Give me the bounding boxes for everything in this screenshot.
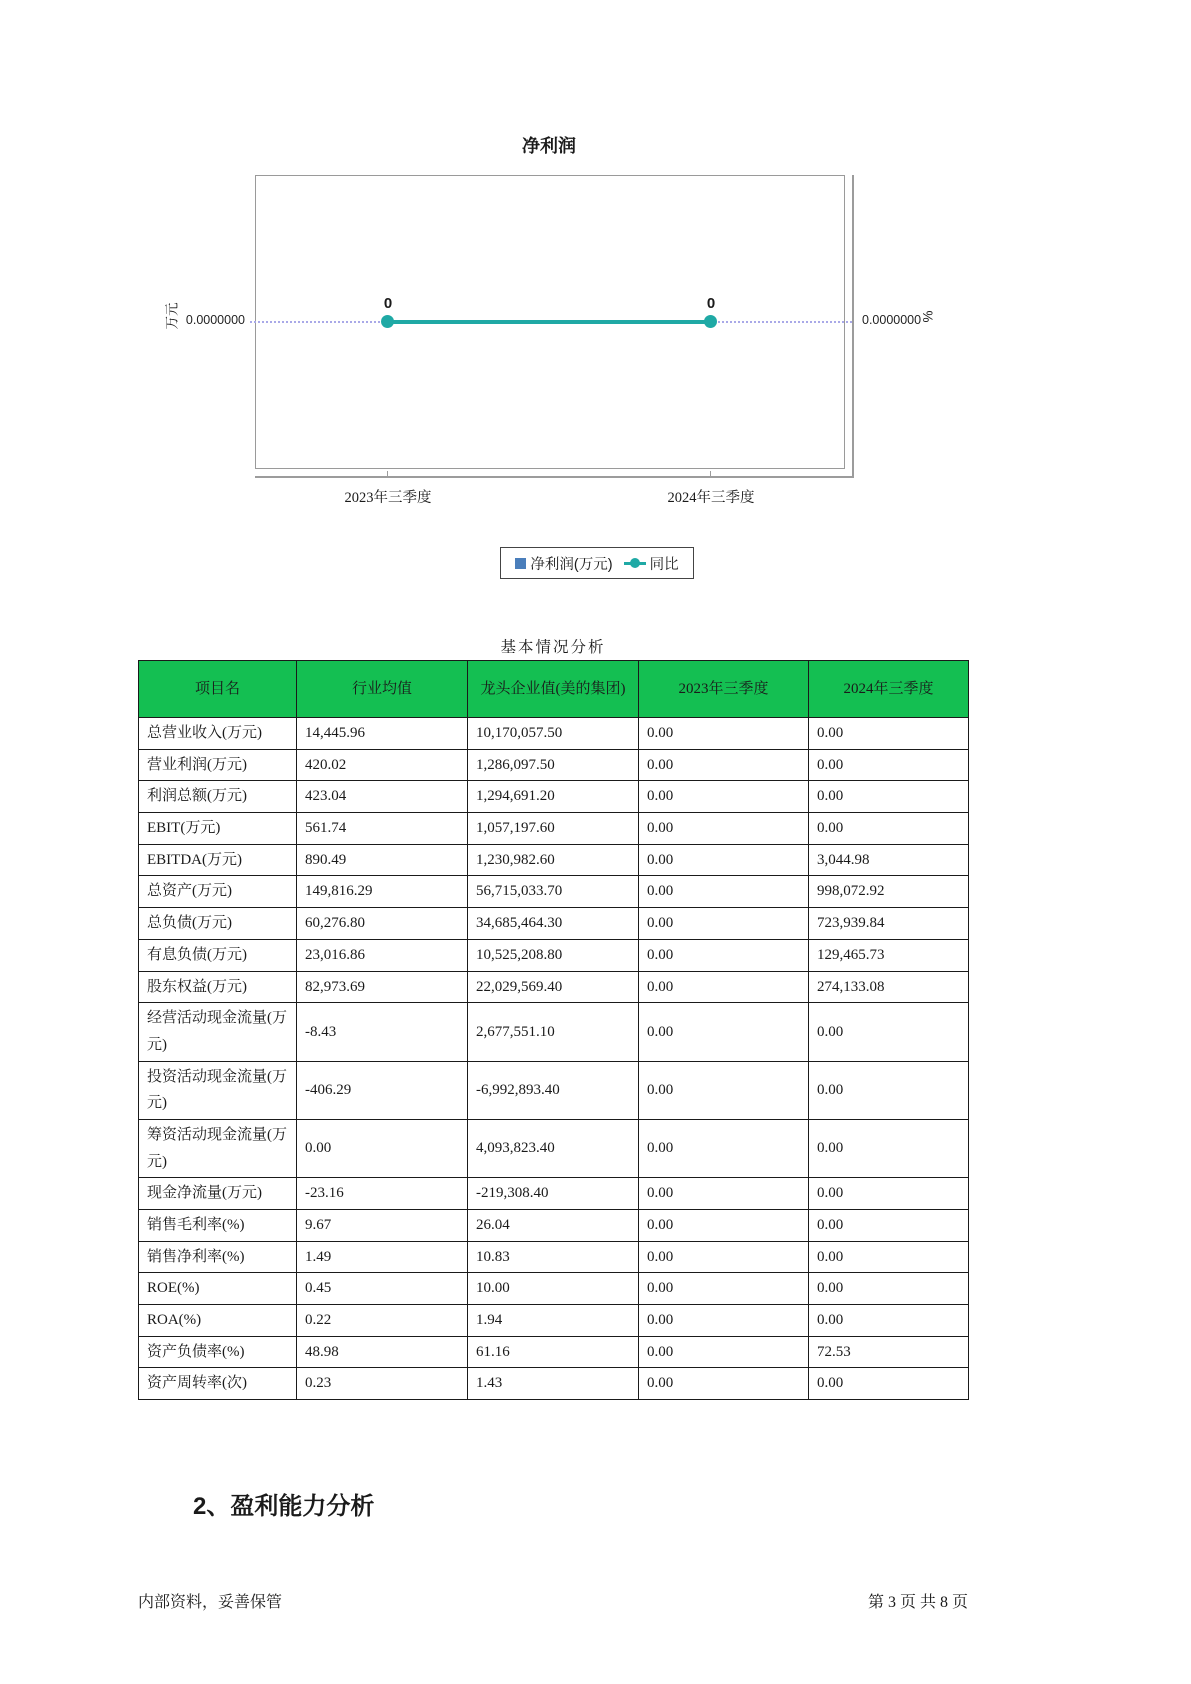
- row-value-cell: 0.00: [809, 1273, 969, 1305]
- row-label-cell: 资产周转率(次): [139, 1368, 297, 1400]
- row-value-cell: 0.00: [809, 749, 969, 781]
- table-row: [139, 718, 969, 750]
- row-value-cell: 723,939.84: [809, 908, 969, 940]
- row-value-cell: 34,685,464.30: [468, 908, 639, 940]
- y-tick-left: 0.0000000: [185, 313, 245, 327]
- legend-item-netprofit: [515, 553, 612, 574]
- table-header-row: [139, 661, 969, 718]
- row-value-cell: -23.16: [297, 1178, 468, 1210]
- row-label-cell: 销售净利率(%): [139, 1241, 297, 1273]
- row-value-cell: 0.00: [639, 1241, 809, 1273]
- row-value-cell: 0.00: [809, 813, 969, 845]
- y-tick-right: 0.0000000: [862, 313, 922, 327]
- row-label-cell: 总资产(万元): [139, 876, 297, 908]
- row-value-cell: 10,525,208.80: [468, 939, 639, 971]
- table-row: [139, 781, 969, 813]
- row-label-cell: 投资活动现金流量(万元): [139, 1061, 297, 1119]
- row-label-cell: 利润总额(万元): [139, 781, 297, 813]
- row-value-cell: 0.00: [639, 1178, 809, 1210]
- row-value-cell: 0.00: [639, 1305, 809, 1337]
- chart-title: 净利润: [522, 136, 576, 156]
- row-value-cell: 0.00: [809, 1061, 969, 1119]
- legend-square-icon: [515, 558, 526, 569]
- row-value-cell: 1.94: [468, 1305, 639, 1337]
- row-label-cell: EBIT(万元): [139, 813, 297, 845]
- row-value-cell: 10.00: [468, 1273, 639, 1305]
- column-header: 2024年三季度: [809, 661, 969, 718]
- row-value-cell: 0.00: [639, 876, 809, 908]
- data-point-label: 0: [383, 295, 393, 312]
- row-value-cell: 4,093,823.40: [468, 1119, 639, 1177]
- row-label-cell: ROA(%): [139, 1305, 297, 1337]
- row-value-cell: 26.04: [468, 1210, 639, 1242]
- table-row: [139, 1368, 969, 1400]
- row-value-cell: -8.43: [297, 1003, 468, 1061]
- table-row: [139, 939, 969, 971]
- legend-line-dot-icon: [624, 558, 646, 569]
- row-value-cell: 0.23: [297, 1368, 468, 1400]
- row-value-cell: 129,465.73: [809, 939, 969, 971]
- table-row: [139, 908, 969, 940]
- legend-label: 同比: [649, 556, 679, 573]
- row-value-cell: 14,445.96: [297, 718, 468, 750]
- footer-page-number: 第 3 页 共 8 页: [867, 1594, 968, 1611]
- column-header: 龙头企业值(美的集团): [468, 661, 639, 718]
- table-title: 基本情况分析: [500, 639, 606, 656]
- row-value-cell: 82,973.69: [297, 971, 468, 1003]
- row-label-cell: EBITDA(万元): [139, 844, 297, 876]
- row-value-cell: -406.29: [297, 1061, 468, 1119]
- row-value-cell: 0.00: [809, 1210, 969, 1242]
- x-tick-mark: [710, 471, 711, 477]
- data-point-label: 0: [706, 295, 716, 312]
- y-axis-label-left: 万元: [164, 302, 179, 330]
- row-value-cell: 0.00: [809, 1241, 969, 1273]
- right-axis-line: [852, 175, 854, 478]
- row-value-cell: 9.67: [297, 1210, 468, 1242]
- row-label-cell: 资产负债率(%): [139, 1336, 297, 1368]
- section-heading: 2、盈利能力分析: [193, 1493, 375, 1520]
- row-label-cell: 营业利润(万元): [139, 749, 297, 781]
- row-value-cell: 0.00: [639, 908, 809, 940]
- series-line-tongbi: [388, 320, 711, 324]
- row-value-cell: 22,029,569.40: [468, 971, 639, 1003]
- row-label-cell: 总负债(万元): [139, 908, 297, 940]
- row-value-cell: 10.83: [468, 1241, 639, 1273]
- row-value-cell: 149,816.29: [297, 876, 468, 908]
- row-value-cell: 0.00: [639, 749, 809, 781]
- table-row: [139, 1178, 969, 1210]
- row-value-cell: 0.00: [639, 844, 809, 876]
- row-value-cell: 1,294,691.20: [468, 781, 639, 813]
- row-label-cell: 有息负债(万元): [139, 939, 297, 971]
- row-value-cell: 998,072.92: [809, 876, 969, 908]
- row-value-cell: 0.00: [639, 1336, 809, 1368]
- row-value-cell: 0.00: [809, 1178, 969, 1210]
- row-value-cell: 61.16: [468, 1336, 639, 1368]
- legend-item-yoy: [624, 553, 679, 574]
- table-row: [139, 1305, 969, 1337]
- row-value-cell: 0.00: [639, 1368, 809, 1400]
- row-value-cell: 0.00: [297, 1119, 468, 1177]
- row-label-cell: 销售毛利率(%): [139, 1210, 297, 1242]
- column-header: 项目名: [139, 661, 297, 718]
- row-value-cell: 0.00: [639, 939, 809, 971]
- row-value-cell: 23,016.86: [297, 939, 468, 971]
- row-value-cell: 0.00: [639, 813, 809, 845]
- row-value-cell: 274,133.08: [809, 971, 969, 1003]
- row-value-cell: 56,715,033.70: [468, 876, 639, 908]
- row-label-cell: 筹资活动现金流量(万元): [139, 1119, 297, 1177]
- row-value-cell: 890.49: [297, 844, 468, 876]
- x-tick-mark: [387, 471, 388, 477]
- row-value-cell: 3,044.98: [809, 844, 969, 876]
- row-value-cell: 0.00: [809, 1368, 969, 1400]
- row-value-cell: 1.49: [297, 1241, 468, 1273]
- row-value-cell: 72.53: [809, 1336, 969, 1368]
- footer-note: 内部资料，妥善保管: [138, 1594, 283, 1611]
- row-value-cell: 420.02: [297, 749, 468, 781]
- row-value-cell: 1,230,982.60: [468, 844, 639, 876]
- row-value-cell: 0.00: [639, 1003, 809, 1061]
- x-axis-label: 2023年三季度: [344, 490, 432, 506]
- data-point-marker: [381, 315, 394, 328]
- table-body: [139, 718, 969, 1400]
- table-row: [139, 876, 969, 908]
- row-value-cell: 0.00: [809, 1305, 969, 1337]
- basic-analysis-table: [138, 660, 969, 1400]
- row-label-cell: 总营业收入(万元): [139, 718, 297, 750]
- row-label-cell: 股东权益(万元): [139, 971, 297, 1003]
- row-value-cell: 0.00: [639, 1273, 809, 1305]
- table-row: [139, 1241, 969, 1273]
- x-axis-line: [255, 476, 853, 478]
- row-value-cell: 0.00: [639, 971, 809, 1003]
- x-axis-label: 2024年三季度: [667, 490, 755, 506]
- row-value-cell: 0.00: [809, 1119, 969, 1177]
- row-value-cell: 0.00: [639, 1210, 809, 1242]
- row-value-cell: 0.00: [639, 1119, 809, 1177]
- row-value-cell: 10,170,057.50: [468, 718, 639, 750]
- row-value-cell: 0.00: [639, 781, 809, 813]
- row-value-cell: 0.45: [297, 1273, 468, 1305]
- data-point-marker: [704, 315, 717, 328]
- row-value-cell: 1.43: [468, 1368, 639, 1400]
- row-value-cell: 561.74: [297, 813, 468, 845]
- table-row: [139, 749, 969, 781]
- row-value-cell: -6,992,893.40: [468, 1061, 639, 1119]
- row-label-cell: 经营活动现金流量(万元): [139, 1003, 297, 1061]
- legend-label: 净利润(万元): [530, 556, 613, 573]
- row-value-cell: 423.04: [297, 781, 468, 813]
- row-label-cell: ROE(%): [139, 1273, 297, 1305]
- row-value-cell: 1,286,097.50: [468, 749, 639, 781]
- table-row: [139, 1273, 969, 1305]
- row-label-cell: 现金净流量(万元): [139, 1178, 297, 1210]
- table-row: [139, 1003, 969, 1061]
- row-value-cell: 0.00: [809, 781, 969, 813]
- row-value-cell: 0.00: [639, 1061, 809, 1119]
- y-axis-label-right: %: [920, 309, 936, 323]
- row-value-cell: 48.98: [297, 1336, 468, 1368]
- table-row: [139, 1210, 969, 1242]
- chart-legend: [500, 547, 694, 579]
- table-row: [139, 1119, 969, 1177]
- table-row: [139, 813, 969, 845]
- row-value-cell: -219,308.40: [468, 1178, 639, 1210]
- table-row: [139, 844, 969, 876]
- row-value-cell: 0.22: [297, 1305, 468, 1337]
- row-value-cell: 0.00: [639, 718, 809, 750]
- row-value-cell: 60,276.80: [297, 908, 468, 940]
- table-row: [139, 1336, 969, 1368]
- row-value-cell: 2,677,551.10: [468, 1003, 639, 1061]
- column-header: 2023年三季度: [639, 661, 809, 718]
- row-value-cell: 1,057,197.60: [468, 813, 639, 845]
- table-row: [139, 971, 969, 1003]
- row-value-cell: 0.00: [809, 718, 969, 750]
- row-value-cell: 0.00: [809, 1003, 969, 1061]
- column-header: 行业均值: [297, 661, 468, 718]
- table-row: [139, 1061, 969, 1119]
